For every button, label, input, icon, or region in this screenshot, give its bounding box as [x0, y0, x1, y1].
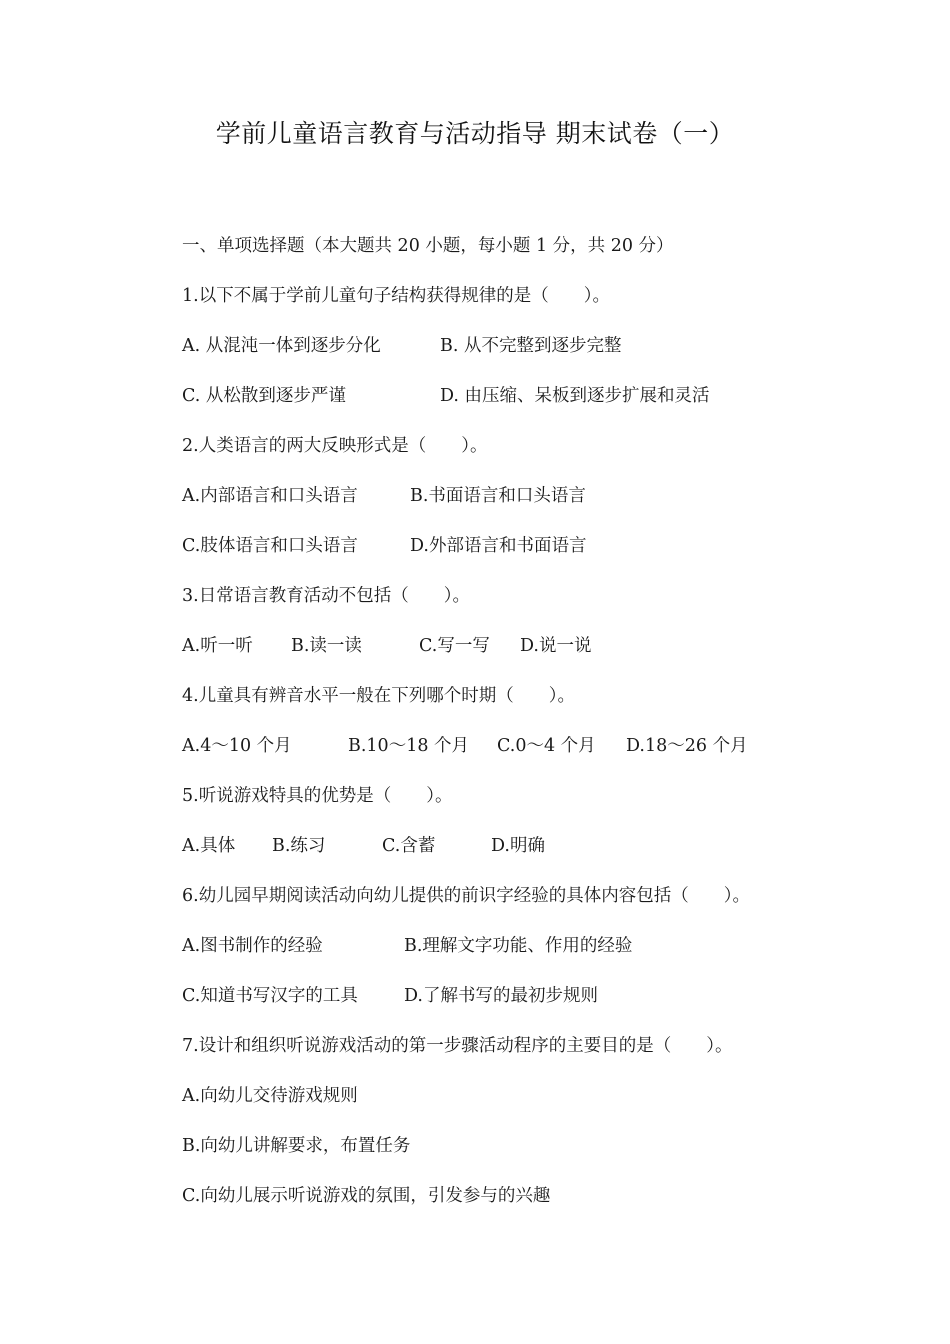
option-c: C.含蓄	[382, 836, 436, 856]
option-d: D.明确	[491, 836, 545, 856]
option-a: A.向幼儿交待游戏规则	[182, 1086, 358, 1106]
option-c: C.0～4 个月	[497, 736, 596, 756]
option-d: D.18～26 个月	[626, 736, 748, 756]
option-a: A.图书制作的经验	[182, 936, 323, 956]
section-heading: 一、单项选择题（本大题共 20 小题，每小题 1 分，共 20 分）	[182, 236, 674, 256]
option-c: C. 从松散到逐步严谨	[182, 386, 346, 406]
option-a: A.内部语言和口头语言	[182, 486, 358, 506]
option-a: A. 从混沌一体到逐步分化	[182, 336, 381, 356]
option-d: D.外部语言和书面语言	[410, 536, 587, 556]
option-c: C.知道书写汉字的工具	[182, 986, 358, 1006]
option-a: A.具体	[182, 836, 236, 856]
option-d: D. 由压缩、呆板到逐步扩展和灵活	[440, 386, 710, 406]
option-b: B. 从不完整到逐步完整	[440, 336, 622, 356]
question-stem: 6.幼儿园早期阅读活动向幼儿提供的前识字经验的具体内容包括（ ）。	[182, 886, 750, 906]
option-b: B.书面语言和口头语言	[410, 486, 586, 506]
option-c: C.写一写	[419, 636, 490, 656]
option-c: C.肢体语言和口头语言	[182, 536, 358, 556]
option-d: D.了解书写的最初步规则	[404, 986, 598, 1006]
option-d: D.说一说	[520, 636, 592, 656]
option-b: B.10～18 个月	[348, 736, 470, 756]
option-b: B.理解文字功能、作用的经验	[404, 936, 633, 956]
question-stem: 5.听说游戏特具的优势是（ ）。	[182, 786, 453, 806]
option-b: B.向幼儿讲解要求，布置任务	[182, 1136, 411, 1156]
question-stem: 4.儿童具有辨音水平一般在下列哪个时期（ ）。	[182, 686, 575, 706]
option-c: C.向幼儿展示听说游戏的氛围，引发参与的兴趣	[182, 1186, 551, 1206]
question-stem: 2.人类语言的两大反映形式是（ ）。	[182, 436, 488, 456]
option-b: B.练习	[272, 836, 326, 856]
question-stem: 3.日常语言教育活动不包括（ ）。	[182, 586, 470, 606]
option-a: A.4～10 个月	[182, 736, 292, 756]
option-b: B.读一读	[291, 636, 362, 656]
question-stem: 1.以下不属于学前儿童句子结构获得规律的是（ ）。	[182, 286, 610, 306]
option-a: A.听一听	[182, 636, 253, 656]
question-stem: 7.设计和组织听说游戏活动的第一步骤活动程序的主要目的是（ ）。	[182, 1036, 733, 1056]
exam-title: 学前儿童语言教育与活动指导 期末试卷（一）	[215, 119, 735, 148]
